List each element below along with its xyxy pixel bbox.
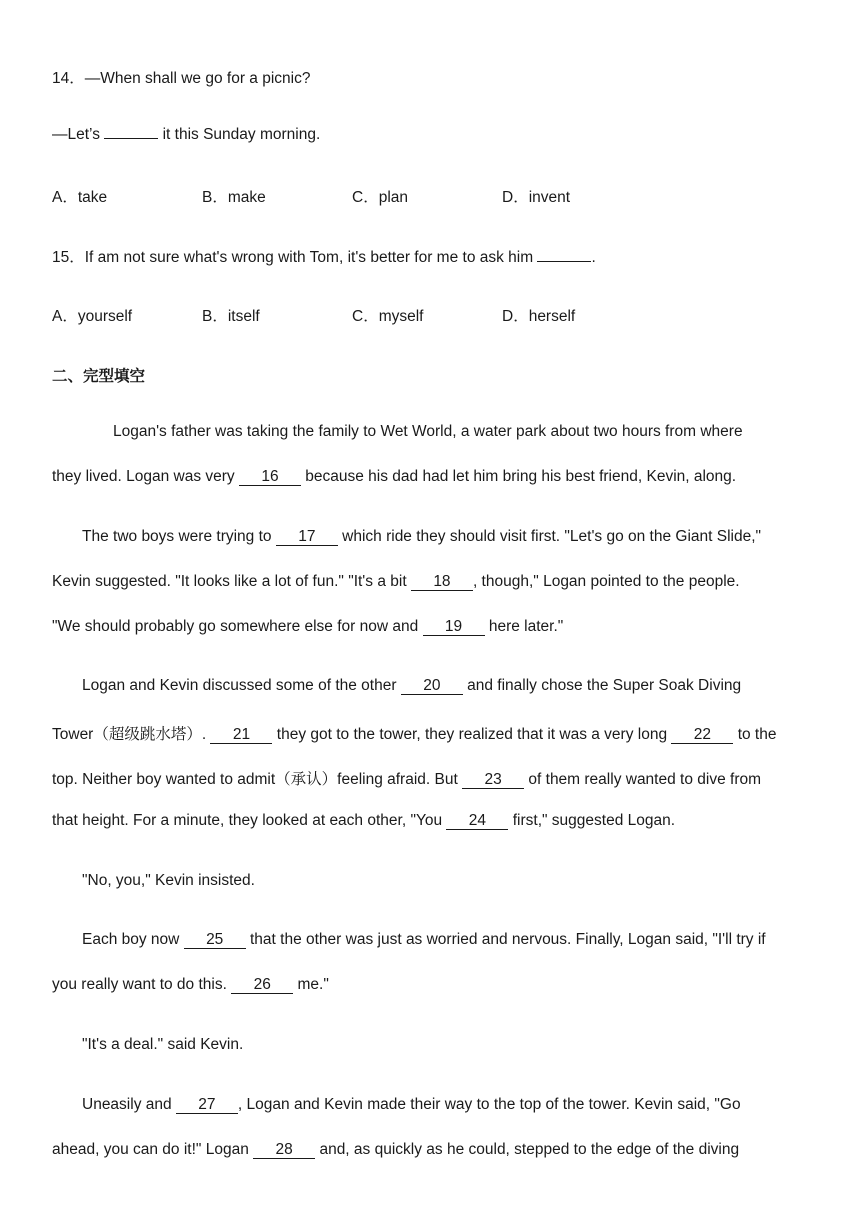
- passage-line: "It's a deal." said Kevin.: [82, 1036, 244, 1053]
- option-d: D．invent: [502, 189, 571, 206]
- option-a: A．take: [52, 189, 108, 206]
- passage-line: Tower（超级跳水塔）. 21 they got to the tower, they realized that it was a very long 22 to the: [52, 726, 777, 743]
- question-15-stem: 15．If am not sure what's wrong with Tom, it's better for me to ask him .: [52, 249, 596, 266]
- blank-18: 18: [411, 574, 473, 591]
- option-b: B．itself: [202, 308, 260, 325]
- blank-23: 23: [462, 772, 524, 789]
- passage-line: you really want to do this. 26 me.": [52, 976, 329, 993]
- blank-26: 26: [231, 977, 293, 994]
- option-d: D．herself: [502, 308, 576, 325]
- passage-line: Logan and Kevin discussed some of the other 20 and finally chose the Super Soak Diving: [82, 677, 742, 694]
- blank-19: 19: [423, 619, 485, 636]
- passage-line: "We should probably go somewhere else for now and 19 here later.": [52, 618, 564, 635]
- blank-20: 20: [401, 678, 463, 695]
- question-14-stem: 14．—When shall we go for a picnic?: [52, 70, 311, 87]
- passage-line: ahead, you can do it!" Logan 28 and, as quickly as he could, stepped to the edge of the diving: [52, 1141, 740, 1158]
- passage-line: that height. For a minute, they looked at each other, "You 24 first," suggested Logan.: [52, 812, 676, 829]
- passage-line: Kevin suggested. "It looks like a lot of fun." "It's a bit 18 , though," Logan pointed to the people.: [52, 573, 740, 590]
- blank-16: 16: [239, 469, 301, 486]
- passage-line: Each boy now 25 that the other was just as worried and nervous. Finally, Logan said, "I'll try if: [82, 931, 766, 948]
- option-c: C．plan: [352, 189, 408, 206]
- question-14-reply: —Let’s it this Sunday morning.: [52, 126, 321, 143]
- answer-blank: [104, 125, 158, 139]
- answer-blank: [537, 248, 591, 262]
- passage-line: The two boys were trying to 17 which ride they should visit first. "Let's go on the Giant Slide,": [82, 528, 762, 545]
- blank-21: 21: [210, 727, 272, 744]
- option-b: B．make: [202, 189, 266, 206]
- passage-line: top. Neither boy wanted to admit（承认）feeling afraid. But 23 of them really wanted to dive from: [52, 771, 762, 788]
- passage-line: they lived. Logan was very 16 because his dad had let him bring his best friend, Kevin, along.: [52, 468, 737, 485]
- blank-25: 25: [184, 932, 246, 949]
- blank-17: 17: [276, 529, 338, 546]
- option-a: A．yourself: [52, 308, 133, 325]
- blank-22: 22: [671, 727, 733, 744]
- blank-24: 24: [446, 813, 508, 830]
- blank-28: 28: [253, 1142, 315, 1159]
- section-title: 二、完型填空: [52, 368, 146, 385]
- passage-line: Logan's father was taking the family to Wet World, a water park about two hours from where: [113, 423, 743, 440]
- option-c: C．myself: [352, 308, 424, 325]
- blank-27: 27: [176, 1097, 238, 1114]
- passage-line: "No, you," Kevin insisted.: [82, 872, 255, 889]
- passage-line: Uneasily and 27 , Logan and Kevin made their way to the top of the tower. Kevin said, "Go: [82, 1096, 741, 1113]
